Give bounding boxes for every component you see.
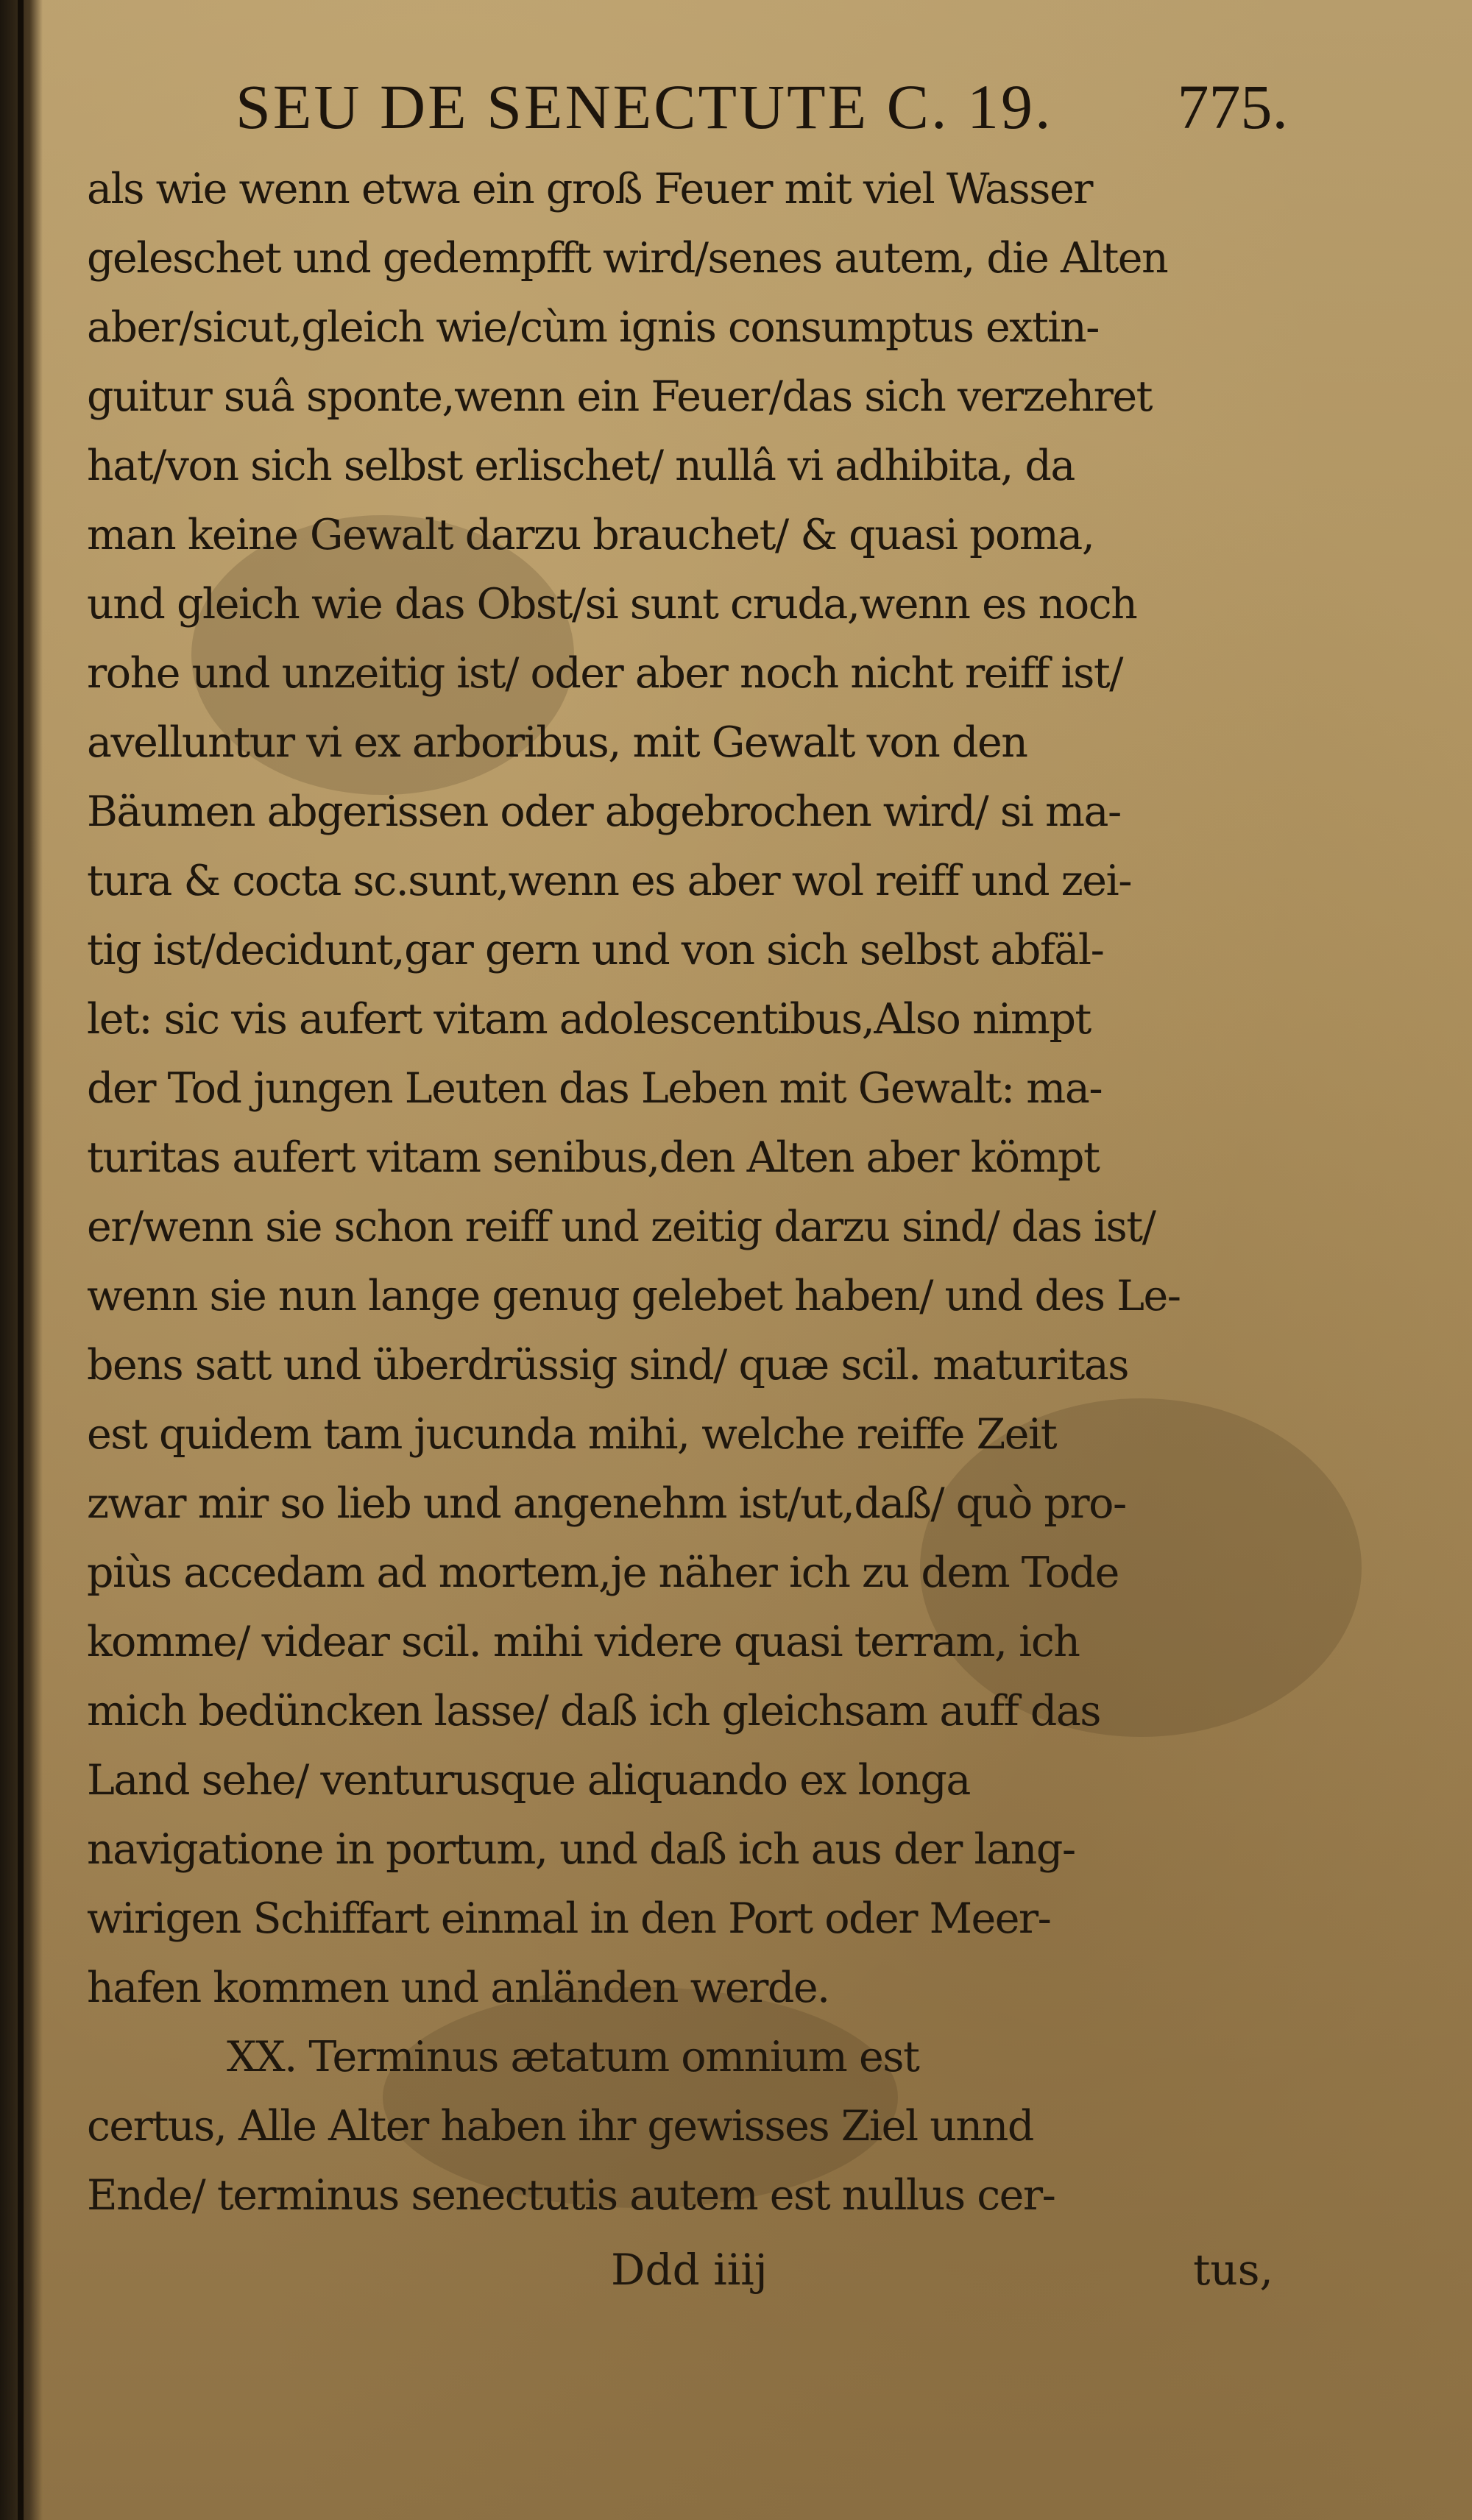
body-text <box>87 155 1264 2230</box>
text-line: hat/von sich selbst erlischet/ nullâ vi adhibita, da <box>87 442 1075 490</box>
text-line: als wie wenn etwa ein groß Feuer mit viel Wasser <box>87 165 1092 213</box>
text-line: bens satt und überdrüssig sind/ quæ scil. maturitas <box>87 1341 1128 1390</box>
text-line: hafen kommen und anländen werde. <box>87 1964 829 2012</box>
text-line: rohe und unzeitig ist/ oder aber noch nicht reiff ist/ <box>87 649 1122 698</box>
catchword: tus, <box>1193 2245 1273 2295</box>
page-number: 775. <box>1177 71 1288 142</box>
running-header <box>236 70 1288 151</box>
text-line: komme/ videar scil. mihi videre quasi terram, ich <box>87 1618 1080 1666</box>
text-line: tig ist/decidunt,gar gern und von sich selbst abfäl- <box>87 926 1104 974</box>
text-line: tura & cocta sc.sunt,wenn es aber wol reiff und zei- <box>87 857 1131 905</box>
text-line: let: sic vis aufert vitam adolescentibus,Also nimpt <box>87 995 1091 1044</box>
text-line: est quidem tam jucunda mihi, welche reiffe Zeit <box>87 1410 1057 1459</box>
running-title: SEU DE SENECTUTE C. 19. <box>236 71 1053 142</box>
signature-mark: Ddd iiij <box>611 2245 768 2295</box>
text-line: guitur suâ sponte,wenn ein Feuer/das sich verzehret <box>87 372 1153 421</box>
text-line: man keine Gewalt darzu brauchet/ & quasi poma, <box>87 511 1094 559</box>
text-line: piùs accedam ad mortem,je näher ich zu dem Tode <box>87 1549 1119 1597</box>
text-line: Bäumen abgerissen oder abgebrochen wird/ si ma- <box>87 788 1121 836</box>
section-heading-line: XX. Terminus ætatum omnium est <box>227 2033 919 2081</box>
text-line: mich bedüncken lasse/ daß ich gleichsam auff das <box>87 1687 1101 1735</box>
binding-edge-line <box>18 0 24 2520</box>
text-line: turitas aufert vitam senibus,den Alten aber kömpt <box>87 1133 1100 1182</box>
text-line: zwar mir so lieb und angenehm ist/ut,daß/ quò pro- <box>87 1479 1126 1528</box>
text-line: navigatione in portum, und daß ich aus der lang- <box>87 1825 1075 1874</box>
text-line: und gleich wie das Obst/si sunt cruda,wenn es noch <box>87 580 1137 629</box>
text-line: wenn sie nun lange genug gelebet haben/ und des Le- <box>87 1272 1181 1320</box>
text-line: certus, Alle Alter haben ihr gewisses Ziel unnd <box>87 2102 1033 2151</box>
text-line: Ende/ terminus senectutis autem est nullus cer- <box>87 2171 1055 2220</box>
text-line: aber/sicut,gleich wie/cùm ignis consumptus extin- <box>87 303 1099 352</box>
text-line: er/wenn sie schon reiff und zeitig darzu sind/ das ist/ <box>87 1203 1156 1251</box>
text-line: wirigen Schiffart einmal in den Port oder Meer- <box>87 1894 1051 1943</box>
text-line: geleschet und gedempfft wird/senes autem, die Alten <box>87 234 1168 283</box>
text-line: der Tod jungen Leuten das Leben mit Gewalt: ma- <box>87 1064 1103 1113</box>
text-line: Land sehe/ venturusque aliquando ex longa <box>87 1756 970 1805</box>
text-line: avelluntur vi ex arboribus, mit Gewalt von den <box>87 718 1027 767</box>
